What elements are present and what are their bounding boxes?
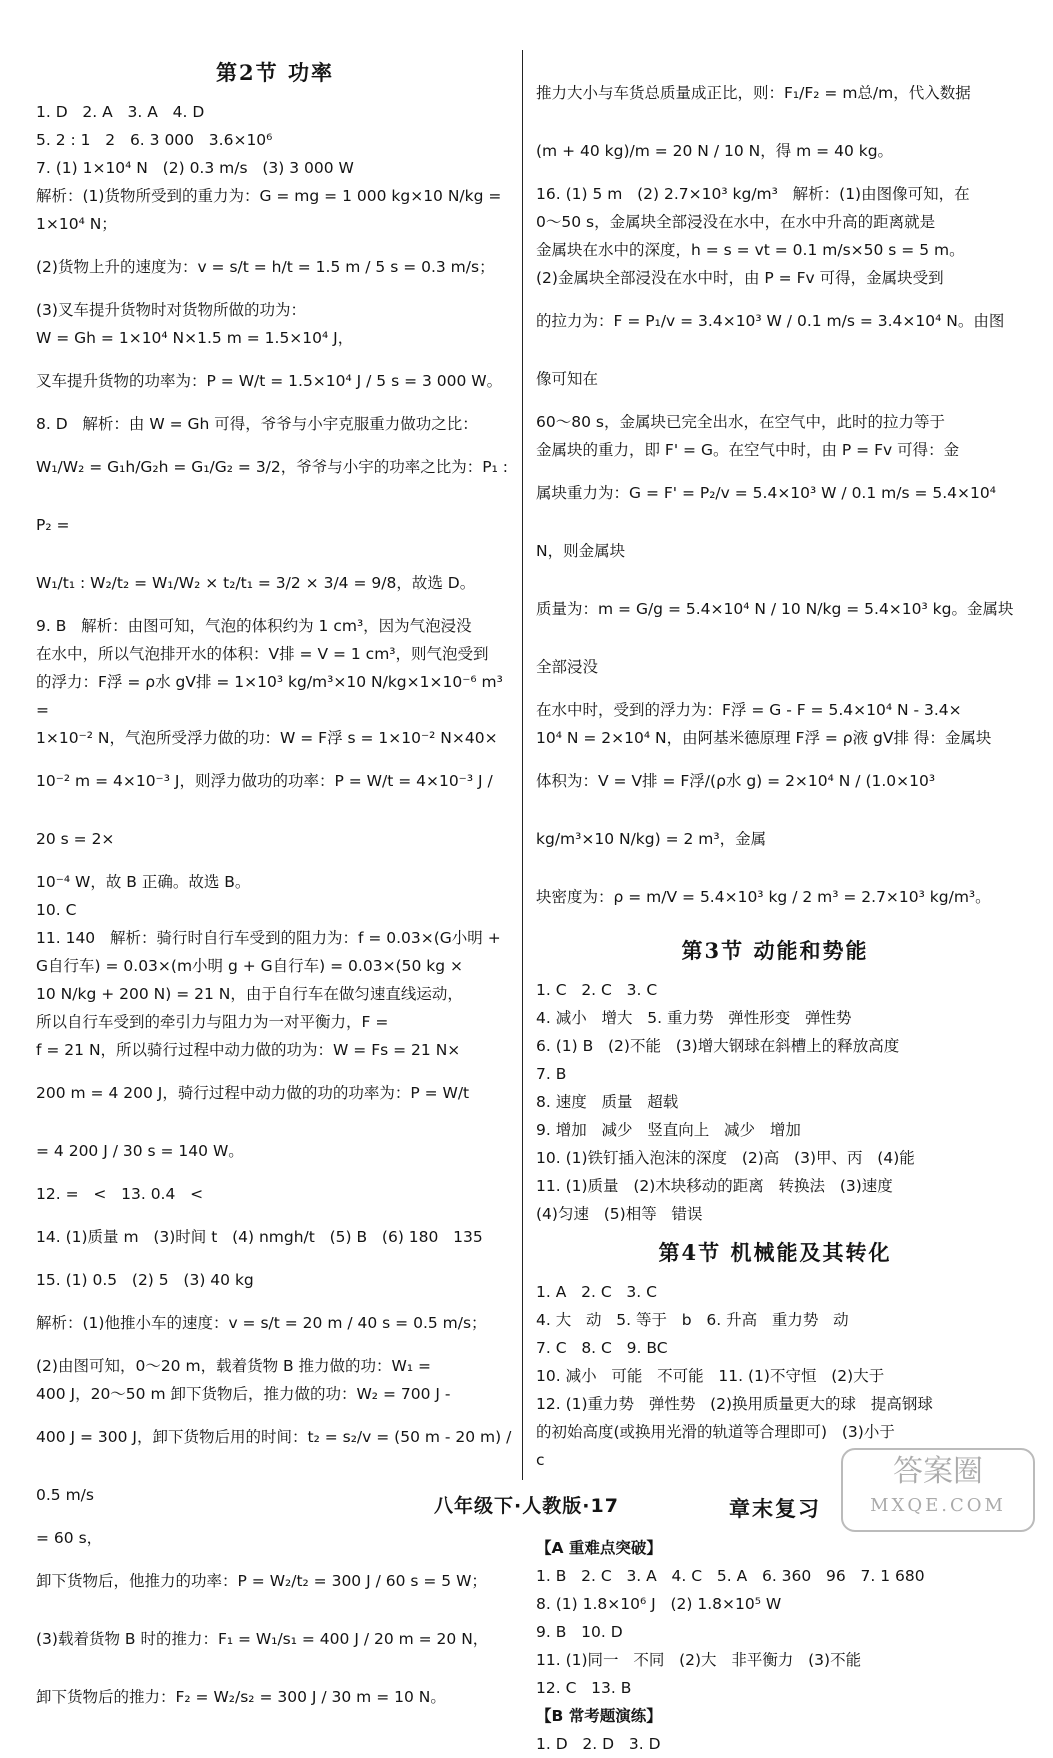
answer-line: 10. (1)铁钉插入泡沫的深度 (2)高 (3)甲、丙 (4)能 <box>536 1149 915 1167</box>
answer-line: 推力大小与车货总质量成正比，则：F₁/F₂ = m总/m，代入数据 <box>536 84 971 102</box>
answer-line: 属块重力为：G = F' = P₂/v = 5.4×10³ W / 0.1 m/s = 5.4×10⁴ N，则金属块 <box>536 484 1001 560</box>
answer-line: 1×10⁻² N，气泡所受浮力做的功：W = F浮 s = 1×10⁻² N×40× <box>36 729 498 747</box>
answer-line: (3)载着货物 B 时的推力：F₁ = W₁/s₁ = 400 J / 20 m = 20 N， <box>36 1630 489 1648</box>
watermark-sub: MXQE.COM <box>870 1495 1006 1516</box>
answer-line: (2)货物上升的速度为：v = s/t = h/t = 1.5 m / 5 s = 0.3 m/s； <box>36 258 495 276</box>
answer-line: 1. D 2. A 3. A 4. D <box>36 103 205 121</box>
page-footer: 八年级下·人教版·17 <box>434 1495 619 1517</box>
answer-line: 12. = < 13. 0.4 < <box>36 1185 204 1203</box>
section-4-answers <box>536 1278 1014 1474</box>
answer-line: 1. C 2. C 3. C <box>536 981 658 999</box>
answer-line: W₁/W₂ = G₁h/G₂h = G₁/G₂ = 3/2，爷爷与小宇的功率之比为：P₁ : P₂ = <box>36 458 513 534</box>
answer-line: 60～80 s，金属块已完全出水，在空气中，此时的拉力等于 <box>536 413 945 431</box>
answer-line: 11. 140 解析：骑行时自行车受到的阻力为：f = 0.03×(G小明 + <box>36 929 501 947</box>
section-3-title: 第3节 动能和势能 <box>681 938 869 963</box>
answer-line: (3)叉车提升货物时对货物所做的功为： <box>36 301 306 319</box>
right-continued-answers <box>536 64 1014 926</box>
answer-line: 9. B 解析：由图可知，气泡的体积约为 1 cm³，因为气泡浸没 <box>36 617 472 635</box>
answer-line: 11. (1)质量 (2)木块移动的距离 转换法 (3)速度 <box>536 1177 893 1195</box>
answer-line: 7. (1) 1×10⁴ N (2) 0.3 m/s (3) 3 000 W <box>36 159 354 177</box>
answer-line: 9. 增加 减少 竖直向上 减少 增加 <box>536 1121 801 1139</box>
section-3-answers <box>536 976 1014 1228</box>
answer-line: 10. 减小 可能 不可能 11. (1)不守恒 (2)大于 <box>536 1367 885 1385</box>
answer-line: 10⁴ N = 2×10⁴ N，由阿基米德原理 F浮 = ρ液 gV排 得：金属块 <box>536 729 992 747</box>
answer-line: 卸下货物后，他推力的功率：P = W₂/t₂ = 300 J / 60 s = 5 W； <box>36 1572 487 1590</box>
answer-line: 的初始高度(或换用光滑的轨道等合理即可) (3)小于 <box>536 1423 895 1441</box>
answer-line: 叉车提升货物的功率为：P = W/t = 1.5×10⁴ J / 5 s = 3 000 W。 <box>36 372 503 390</box>
answer-line: (4)匀速 (5)相等 错误 <box>536 1205 703 1223</box>
answer-line: 在水中，所以气泡排开水的体积：V排 = V = 1 cm³，则气泡受到 <box>36 645 489 663</box>
answer-line: 400 J = 300 J，卸下货物后用的时间：t₂ = s₂/v = (50 m - 20 m) / 0.5 m/s <box>36 1428 517 1504</box>
answer-line: W₁/t₁ : W₂/t₂ = W₁/W₂ × t₂/t₁ = 3/2 × 3/4 = 9/8，故选 D。 <box>36 574 476 592</box>
answer-line: 8. D 解析：由 W = Gh 可得，爷爷与小宇克服重力做功之比： <box>36 415 478 433</box>
answer-line: 解析：(1)货物所受到的重力为：G = mg = 1 000 kg×10 N/kg = <box>36 187 502 205</box>
answer-line: 7. B <box>536 1065 567 1083</box>
answer-line: 质量为：m = G/g = 5.4×10⁴ N / 10 N/kg = 5.4×10³ kg。金属块全部浸没 <box>536 600 1014 676</box>
answer-line: 4. 大 动 5. 等于 b 6. 升高 重力势 动 <box>536 1311 849 1329</box>
answer-line: 0～50 s，金属块全部浸没在水中，在水中升高的距离就是 <box>536 213 936 231</box>
answer-line: 11. (1)同一 不同 (2)大 非平衡力 (3)不能 <box>536 1651 862 1669</box>
review-b-label: 【B 常考题演练】 <box>536 1707 662 1725</box>
section-2-title: 第2节 功率 <box>216 60 334 85</box>
answer-line: 的浮力：F浮 = ρ水 gV排 = 1×10³ kg/m³×10 N/kg×1×10⁻⁶ m³ = <box>36 673 508 719</box>
answer-line: 1×10⁴ N； <box>36 215 117 233</box>
answer-line: 5. 2 : 1 2 6. 3 000 3.6×10⁶ <box>36 131 273 149</box>
answer-line: 8. (1) 1.8×10⁶ J (2) 1.8×10⁵ W <box>536 1595 782 1613</box>
answer-line: 金属块在水中的深度，h = s = vt = 0.1 m/s×50 s = 5 m。 <box>536 241 965 259</box>
answer-line: 16. (1) 5 m (2) 2.7×10³ kg/m³ 解析：(1)由图像可知，在 <box>536 185 970 203</box>
answer-line: W = Gh = 1×10⁴ N×1.5 m = 1.5×10⁴ J， <box>36 329 354 347</box>
answer-line: 9. B 10. D <box>536 1623 623 1641</box>
left-column <box>36 48 517 1726</box>
chapter-review-title: 章末复习 <box>729 1496 821 1521</box>
site-watermark-logo <box>841 1448 1035 1532</box>
answer-line: 6. (1) B (2)不能 (3)增大钢球在斜槽上的释放高度 <box>536 1037 900 1055</box>
watermark-main: 答案圈 <box>893 1454 983 1489</box>
answer-line: 10⁻⁴ W，故 B 正确。故选 B。 <box>36 873 251 891</box>
answer-line: 12. (1)重力势 弹性势 (2)换用质量更大的球 提高钢球 <box>536 1395 933 1413</box>
answer-line: 12. C 13. B <box>536 1679 632 1697</box>
answer-line: 的拉力为：F = P₁/v = 3.4×10³ W / 0.1 m/s = 3.4×10⁴ N。由图像可知在 <box>536 312 1005 388</box>
answer-line: 10 N/kg + 200 N) = 21 N，由于自行车在做匀速直线运动， <box>36 985 463 1003</box>
answer-line: 卸下货物后的推力：F₂ = W₂/s₂ = 300 J / 30 m = 10 N。 <box>36 1688 446 1706</box>
answer-line: 4. 减小 增大 5. 重力势 弹性形变 弹性势 <box>536 1009 852 1027</box>
answer-line: (2)由图可知，0～20 m，载着货物 B 推力做的功：W₁ = <box>36 1357 432 1375</box>
answer-line: 块密度为：ρ = m/V = 5.4×10³ kg / 2 m³ = 2.7×10³ kg/m³。 <box>536 888 991 906</box>
answer-line: 14. (1)质量 m (3)时间 t (4) nmgh/t (5) B (6) 180 135 <box>36 1228 483 1246</box>
answer-line: 1. B 2. C 3. A 4. C 5. A 6. 360 96 7. 1 680 <box>536 1567 925 1585</box>
answer-line: c <box>536 1451 545 1469</box>
answer-line: (m + 40 kg)/m = 20 N / 10 N，得 m = 40 kg。 <box>536 142 894 160</box>
answer-line: 8. 速度 质量 超载 <box>536 1093 679 1111</box>
answer-line: 7. C 8. C 9. BC <box>536 1339 668 1357</box>
section-4-title: 第4节 机械能及其转化 <box>658 1240 892 1265</box>
answer-line: 400 J，20～50 m 卸下货物后，推力做的功：W₂ = 700 J - <box>36 1385 451 1403</box>
answer-line: 体积为：V = V排 = F浮/(ρ水 g) = 2×10⁴ N / (1.0×10³ kg/m³×10 N/kg) = 2 m³，金属 <box>536 772 941 848</box>
answer-line: 10⁻² m = 4×10⁻³ J，则浮力做功的功率：P = W/t = 4×10⁻³ J / 20 s = 2× <box>36 772 498 848</box>
answer-line: 解析：(1)他推小车的速度：v = s/t = 20 m / 40 s = 0.5 m/s； <box>36 1314 487 1332</box>
answer-line: 1. A 2. C 3. C <box>536 1283 657 1301</box>
answer-line: (2)金属块全部浸没在水中时，由 P = Fv 可得，金属块受到 <box>536 269 944 287</box>
answer-line: G自行车) = 0.03×(m小明 g + G自行车) = 0.03×(50 kg × <box>36 957 463 975</box>
answer-line: 金属块的重力，即 F' = G。在空气中时，由 P = Fv 可得：金 <box>536 441 960 459</box>
left-answer-lines <box>36 98 517 1726</box>
review-a-answers <box>536 1562 1014 1702</box>
answer-line: 200 m = 4 200 J，骑行过程中动力做的功的功率为：P = W/t <box>36 1084 470 1102</box>
review-a-label: 【A 重难点突破】 <box>536 1539 662 1557</box>
review-b-answers <box>536 1730 1014 1758</box>
answer-line: 15. (1) 0.5 (2) 5 (3) 40 kg <box>36 1271 254 1289</box>
answer-line: 在水中时，受到的浮力为：F浮 = G - F = 5.4×10⁴ N - 3.4× <box>536 701 962 719</box>
answer-line: 所以自行车受到的牵引力与阻力为一对平衡力，F = <box>36 1013 389 1031</box>
answer-line: 1. D 2. D 3. D <box>536 1735 661 1753</box>
column-divider <box>522 50 523 1480</box>
answer-line: 10. C <box>36 901 77 919</box>
answer-line: = 4 200 J / 30 s = 140 W。 <box>36 1142 244 1160</box>
answer-line: = 60 s， <box>36 1529 103 1547</box>
answer-line: f = 21 N，所以骑行过程中动力做的功为：W = Fs = 21 N× <box>36 1041 461 1059</box>
